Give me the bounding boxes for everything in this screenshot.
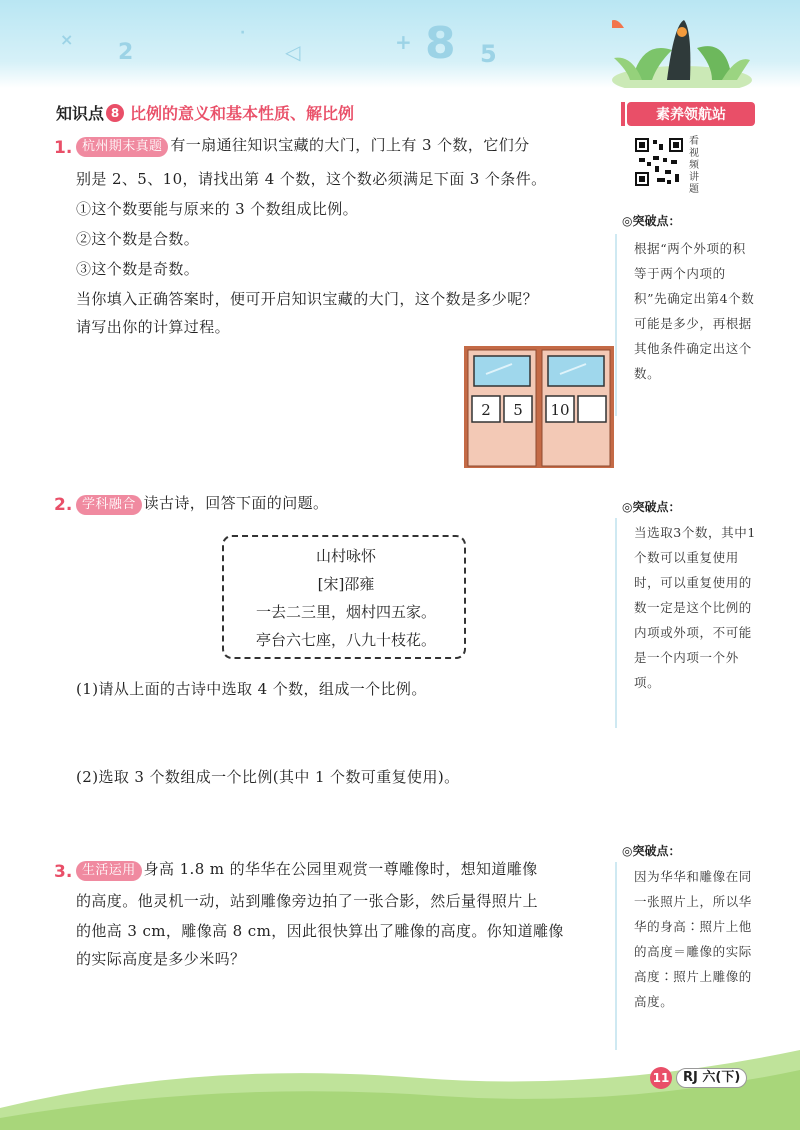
deco-number-5: 5 bbox=[480, 40, 497, 68]
knowledge-number-badge: 8 bbox=[106, 104, 124, 122]
tip-3-head: ◎突破点： bbox=[622, 844, 681, 858]
door-number-1: 2 bbox=[481, 401, 491, 419]
tip-3-body: 因为华华和雕像在同一张照片上，所以华华的身高∶照片上他的高度＝雕像的实际高度∶照片上雕像的高度。 bbox=[634, 869, 752, 1009]
treasure-door-illustration bbox=[464, 346, 614, 468]
knowledge-point-title bbox=[56, 101, 354, 124]
deco-triangle-icon: ◁ bbox=[285, 40, 301, 64]
question-1-number: 1. bbox=[54, 138, 73, 158]
question-3-line-3: 的他高 3 cm，雕像高 8 cm，因此很快算出了雕像的高度。你知道雕像 bbox=[76, 922, 564, 940]
sidebar-title-text: 素养领航站 bbox=[656, 107, 726, 123]
question-1-line-2: 别是 2、5、10，请找出第 4 个数，这个数必须满足下面 3 个条件。 bbox=[76, 170, 547, 188]
question-1-line-5: ③这个数是奇数。 bbox=[76, 260, 200, 278]
deco-dot-icon: · bbox=[240, 25, 246, 41]
deco-plus-icon: + bbox=[395, 30, 412, 54]
question-3-tag: 生活运用 bbox=[76, 861, 142, 881]
question-2-intro-line bbox=[76, 488, 328, 518]
qr-label: 看视频讲题 bbox=[689, 136, 699, 195]
door-number-3: 10 bbox=[550, 401, 570, 419]
tip-1-rule bbox=[615, 234, 617, 416]
knowledge-title: 比例的意义和基本性质、解比例 bbox=[130, 104, 355, 123]
tip-1-body: 根据“两个外项的积等于两个内项的积”先确定出第4个数可能是多少，再根据其他条件确定出这个数。 bbox=[634, 241, 755, 381]
poem-title: 山村咏怀 bbox=[315, 547, 376, 565]
question-2-intro: 读古诗，回答下面的问题。 bbox=[143, 494, 329, 512]
door-number-2: 5 bbox=[513, 401, 523, 419]
edition-label: RJ 六(下) bbox=[676, 1068, 747, 1088]
poem-box bbox=[222, 535, 466, 659]
qr-code-icon[interactable] bbox=[633, 136, 685, 188]
deco-number-8: 8 bbox=[425, 18, 456, 69]
question-2-sub-1: (1)请从上面的古诗中选取 4 个数，组成一个比例。 bbox=[76, 680, 427, 698]
sidebar-title-tick bbox=[621, 102, 625, 126]
question-2-number: 2. bbox=[54, 495, 73, 515]
question-2-sub-2: (2)选取 3 个数组成一个比例(其中 1 个数可重复使用)。 bbox=[76, 768, 460, 786]
poem-line-2: 亭台六七座，八九十枝花。 bbox=[255, 631, 436, 649]
deco-number-2: 2 bbox=[118, 40, 134, 65]
question-3-first-line bbox=[76, 854, 538, 884]
tip-3-rule bbox=[615, 862, 617, 1050]
question-3-number: 3. bbox=[54, 862, 73, 882]
page-number: 11 bbox=[650, 1067, 672, 1089]
tip-2-body: 当选取3个数，其中1个数可以重复使用时，可以重复使用的数一定是这个比例的内项或外项，不可能是一个内项一个外项。 bbox=[634, 525, 756, 690]
plant-illustration bbox=[612, 10, 752, 88]
question-1-line-3: ①这个数要能与原来的 3 个数组成比例。 bbox=[76, 200, 359, 218]
question-1-line-1: 有一扇通往知识宝藏的大门，门上有 3 个数，它们分 bbox=[170, 136, 530, 154]
question-1-first-line bbox=[76, 130, 530, 160]
tip-2-rule bbox=[615, 518, 617, 728]
question-3-line-4: 的实际高度是多少米吗？ bbox=[76, 950, 246, 968]
deco-x-icon: × bbox=[60, 30, 74, 49]
page-badge bbox=[650, 1067, 747, 1089]
poem-line-1: 一去二三里，烟村四五家。 bbox=[255, 603, 436, 621]
question-1-tag: 杭州期末真题 bbox=[76, 137, 168, 157]
question-1-line-4: ②这个数是合数。 bbox=[76, 230, 200, 248]
question-1-line-6: 当你填入正确答案时，便可开启知识宝藏的大门，这个数是多少呢？ bbox=[76, 290, 539, 308]
question-2-tag: 学科融合 bbox=[76, 495, 142, 515]
tip-2-head: ◎突破点： bbox=[622, 500, 681, 514]
question-3-line-2: 的高度。他灵机一动，站到雕像旁边拍了一张合影，然后量得照片上 bbox=[76, 892, 539, 910]
question-3-line-1: 身高 1.8 m 的华华在公园里观赏一尊雕像时，想知道雕像 bbox=[143, 860, 538, 878]
question-1-line-7: 请写出你的计算过程。 bbox=[76, 318, 231, 336]
sidebar-title bbox=[627, 102, 755, 126]
poem-author: [宋]邵雍 bbox=[317, 575, 375, 593]
tip-1-head: ◎突破点： bbox=[622, 214, 681, 228]
knowledge-label: 知识点 bbox=[56, 104, 105, 123]
